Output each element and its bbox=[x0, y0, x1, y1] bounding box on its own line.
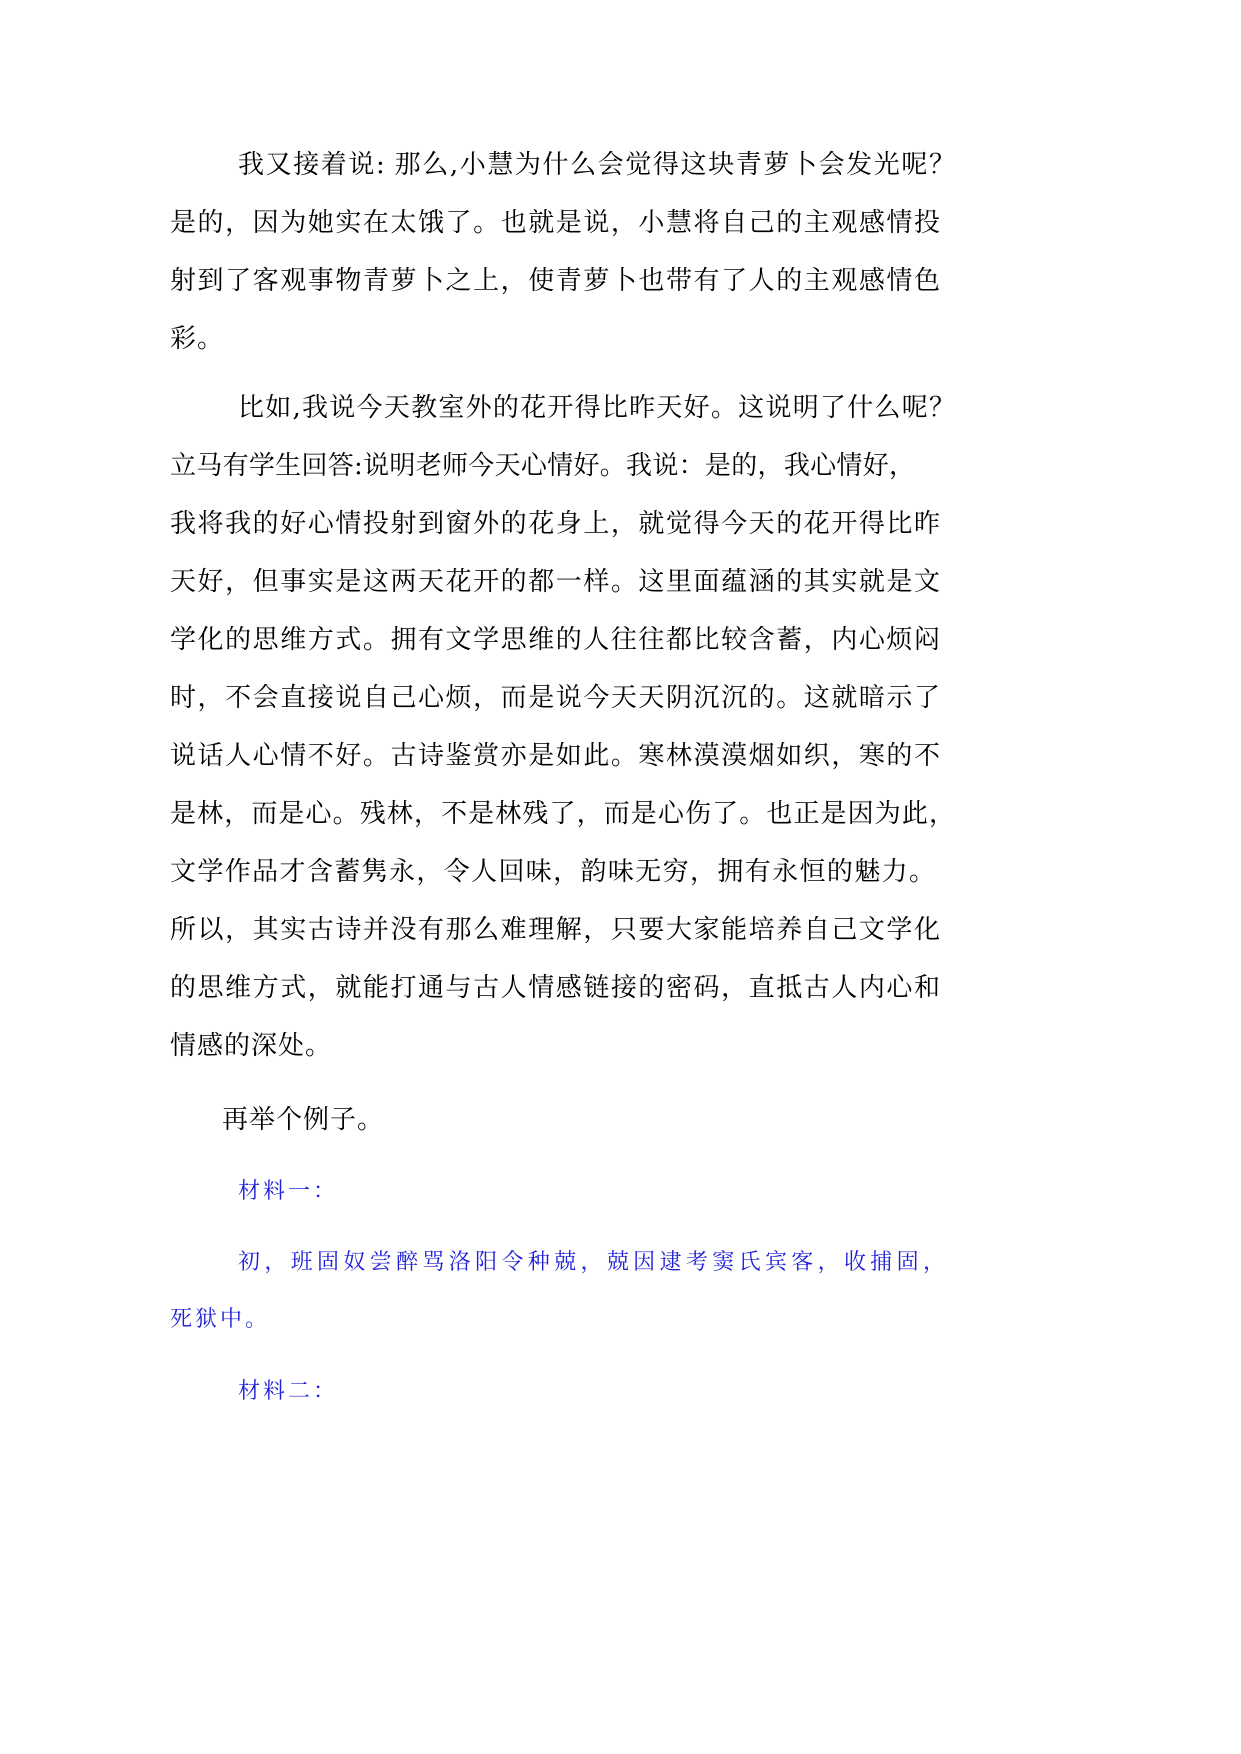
text-line: 情感的深处。 bbox=[170, 1031, 333, 1061]
text-line: 是林，而是心。残林，不是林残了，而是心伤了。也正是因为此， bbox=[170, 799, 955, 829]
text-line: 比如,我说今天教室外的花开得比昨天好。这说明了什么呢？ bbox=[238, 393, 955, 423]
material-line: 初，班固奴尝醉骂洛阳令种兢，兢因逮考窦氏宾客，收捕固， bbox=[238, 1250, 945, 1275]
text-line: 天好，但事实是这两天花开的都一样。这里面蕴涵的其实就是文 bbox=[170, 567, 940, 597]
text-line: 时，不会直接说自己心烦，而是说今天天阴沉沉的。这就暗示了 bbox=[170, 683, 940, 713]
material-line: 死狱中。 bbox=[170, 1307, 271, 1332]
text-line: 文学作品才含蓄隽永，令人回味，韵味无穷，拥有永恒的魅力。 bbox=[170, 857, 935, 887]
paragraph-1 bbox=[170, 136, 955, 368]
material-heading: 材料二： bbox=[238, 1379, 339, 1404]
text-line: 立马有学生回答:说明老师今天心情好。我说：是的，我心情好， bbox=[170, 451, 915, 481]
text-line: 我又接着说: 那么,小慧为什么会觉得这块青萝卜会发光呢？ bbox=[238, 150, 955, 180]
text-line: 再举个例子。 bbox=[222, 1105, 385, 1135]
text-line: 所以，其实古诗并没有那么难理解，只要大家能培养自己文学化 bbox=[170, 915, 940, 945]
text-line: 说话人心情不好。古诗鉴赏亦是如此。寒林漠漠烟如织，寒的不 bbox=[170, 741, 940, 771]
paragraph-2 bbox=[170, 379, 955, 1075]
material-1-body bbox=[170, 1234, 945, 1348]
text-line: 的思维方式，就能打通与古人情感链接的密码，直抵古人内心和 bbox=[170, 973, 940, 1003]
material-2-heading bbox=[238, 1363, 338, 1420]
material-1-heading bbox=[238, 1163, 338, 1220]
transition-paragraph bbox=[222, 1091, 384, 1149]
text-line: 是的，因为她实在太饿了。也就是说，小慧将自己的主观感情投 bbox=[170, 208, 940, 238]
text-line: 射到了客观事物青萝卜之上，使青萝卜也带有了人的主观感情色 bbox=[170, 266, 940, 296]
text-line: 彩。 bbox=[170, 324, 225, 354]
text-line: 我将我的好心情投射到窗外的花身上，就觉得今天的花开得比昨 bbox=[170, 509, 940, 539]
text-line: 学化的思维方式。拥有文学思维的人往往都比较含蓄，内心烦闷 bbox=[170, 625, 940, 655]
material-heading: 材料一： bbox=[238, 1179, 339, 1204]
